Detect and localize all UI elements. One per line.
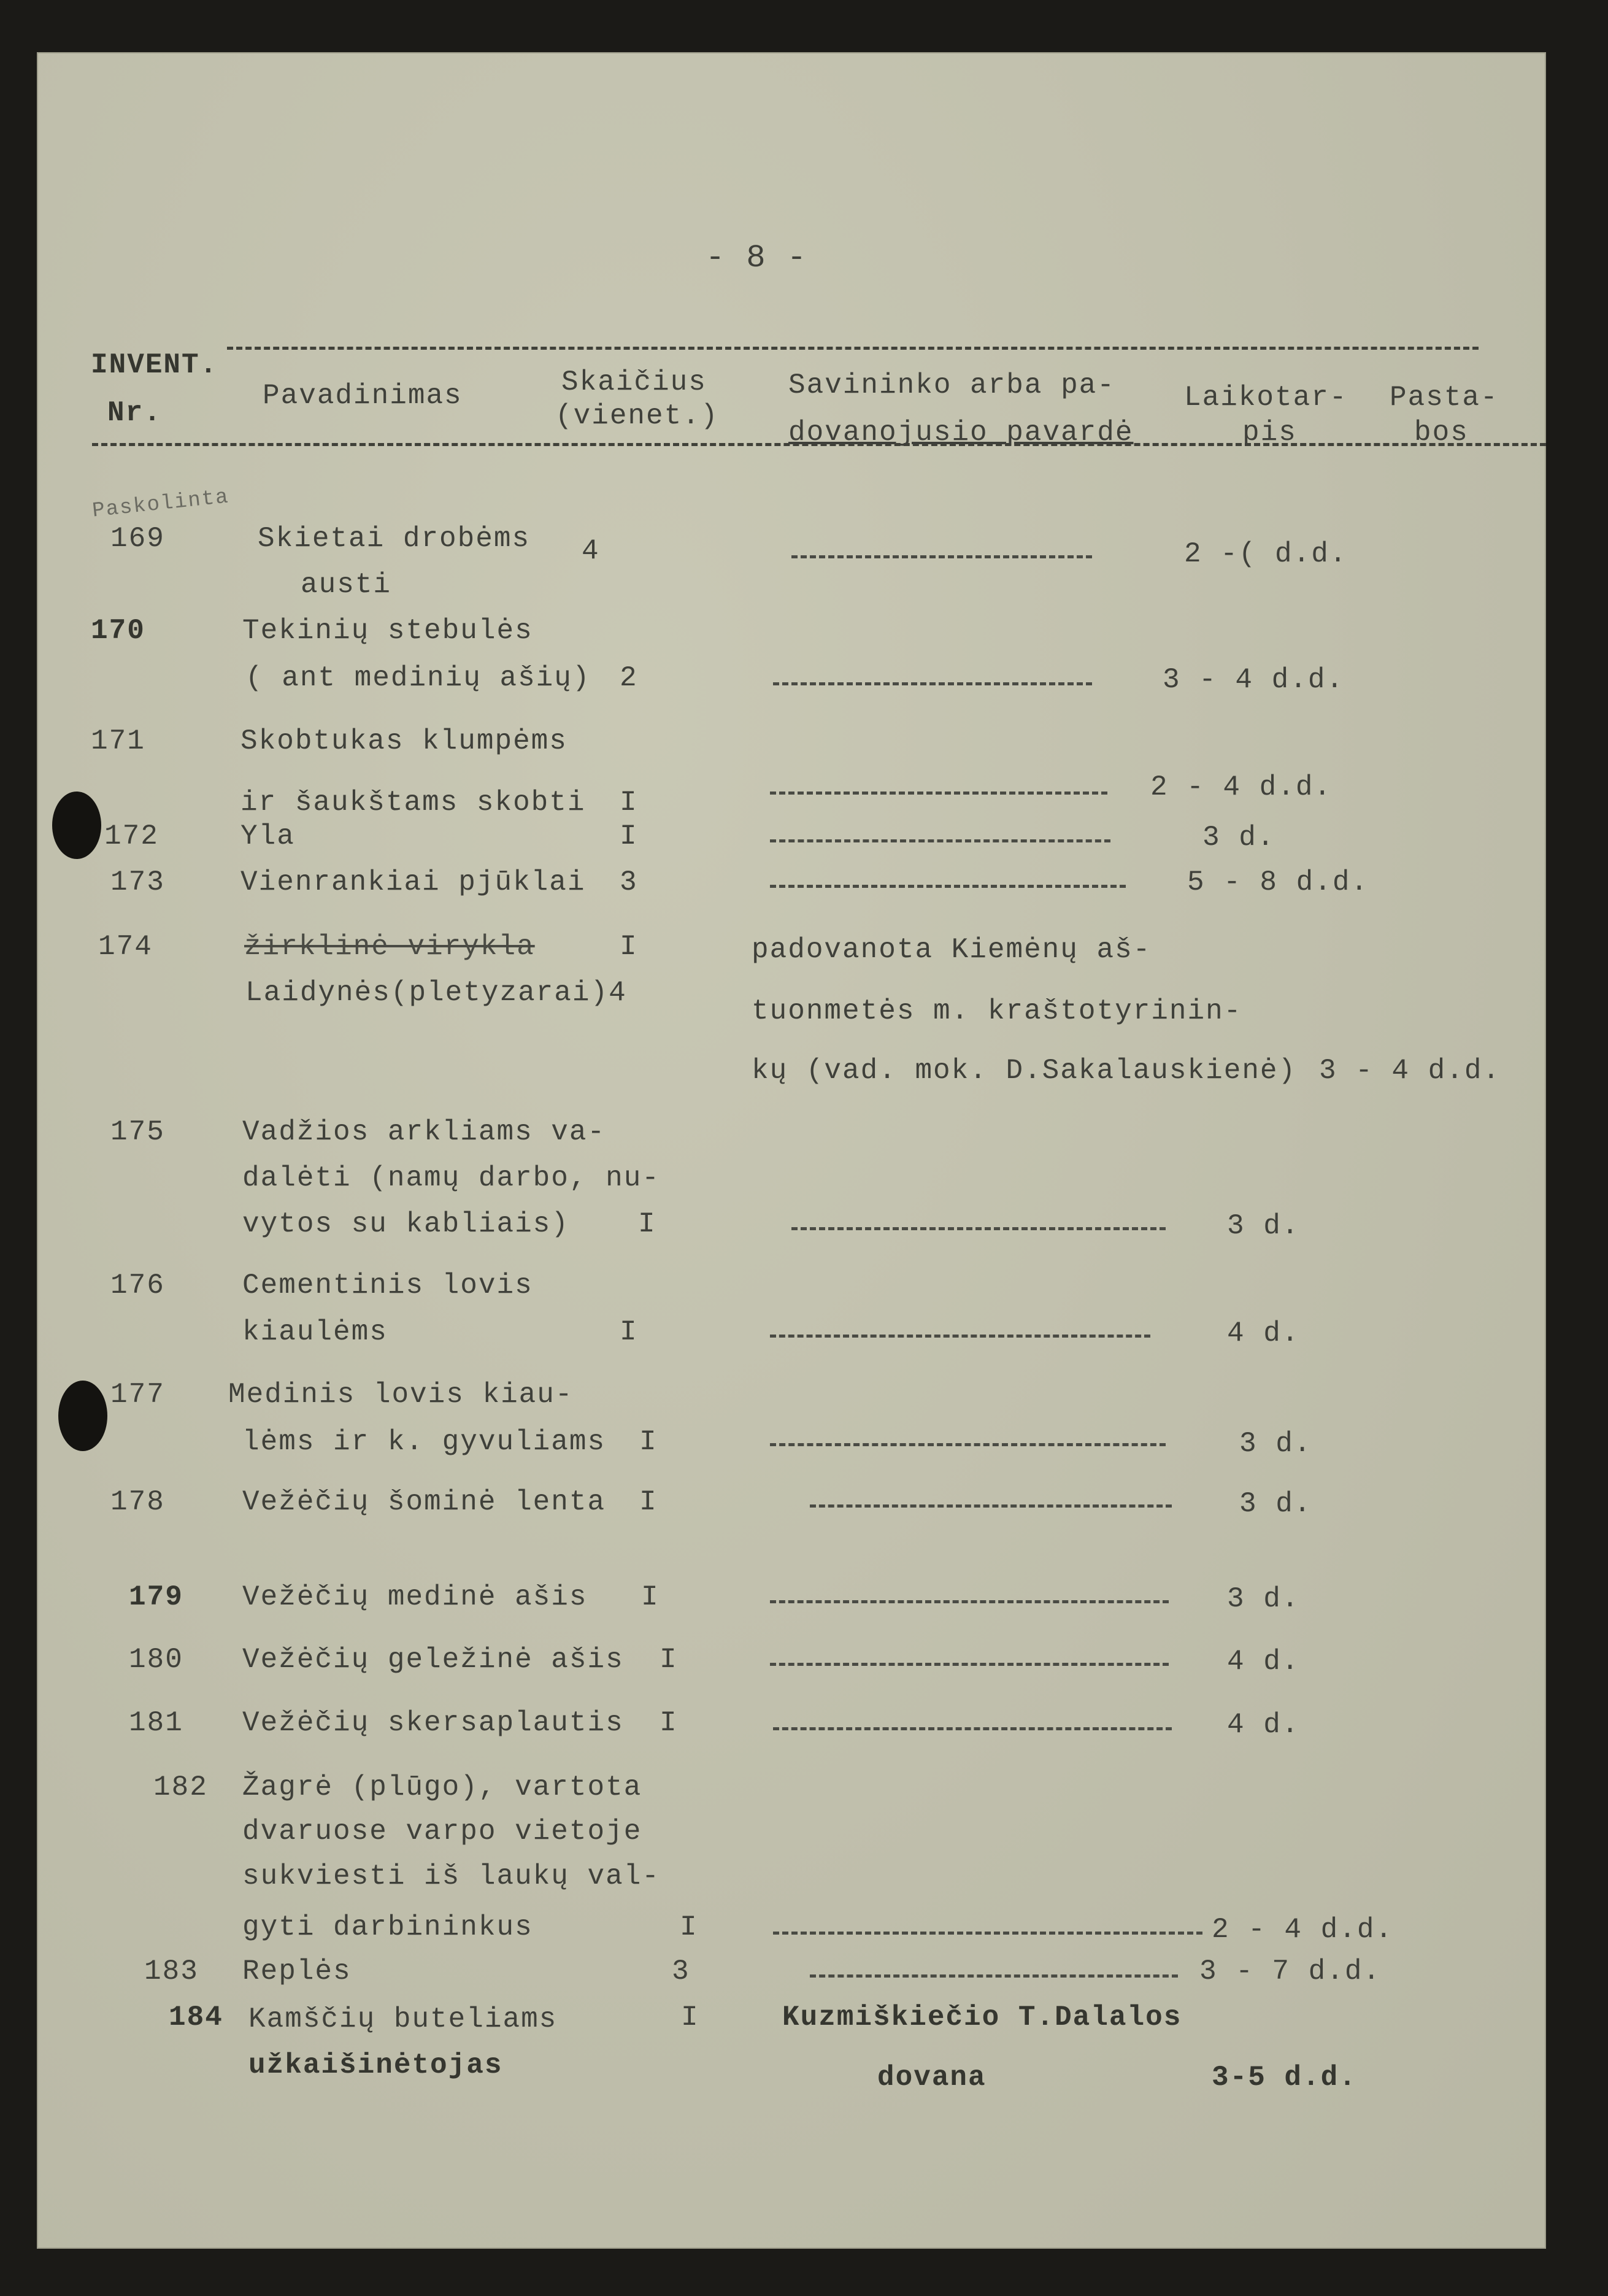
item-name: Vadžios arkliams va- [242,1116,606,1148]
header-qty-line2: (vienet.) [555,400,719,432]
item-period: 3 - 7 d.d. [1199,1955,1382,1987]
header-owner-line1: Savininko arba pa- [788,369,1115,401]
header-top-rule [227,347,1479,350]
item-period: 3 - 4 d.d. [1163,664,1345,696]
item-period: 3 d. [1227,1210,1300,1242]
item-name: Medinis lovis kiau- [228,1379,574,1411]
item-name: Replės [242,1955,352,1987]
item-period: 4 d. [1227,1709,1300,1741]
item-period: 5 - 8 d.d. [1187,866,1369,898]
item-qty: I [660,1644,678,1676]
owner-dash [773,682,1092,685]
row-nr: 182 [153,1771,208,1803]
page-number: - 8 - [706,240,808,276]
owner-dash [810,1504,1172,1508]
item-name: kiaulėms [242,1316,388,1348]
header-invent: INVENT. [91,349,218,381]
item-name: Skobtukas klumpėms [240,725,567,757]
owner-dash [791,555,1092,558]
item-qty: 3 [620,866,638,898]
item-name: Skietai drobėms [258,523,531,555]
item-name: Vežėčių geležinė ašis [242,1644,624,1676]
item-period: 2 - 4 d.d. [1150,771,1333,803]
item-name: ir šaukštams skobti [240,787,586,819]
marginal-note: Paskolinta [91,485,231,523]
owner-line: tuonmetės m. kraštotyrinin- [752,995,1242,1027]
owner-line: kų (vad. mok. D.Sakalauskienė) [752,1055,1297,1087]
item-qty: I [639,1426,658,1458]
item-qty: 3 [672,1955,690,1987]
item-name: Vežėčių medinė ašis [242,1581,588,1613]
punch-hole-top [52,792,101,859]
owner-dash [770,839,1110,842]
header-notes-line2: bos [1414,417,1469,449]
struck-item-name: žirklinė virykla [244,931,535,963]
row-nr: 184 [169,2001,223,2033]
row-nr: 173 [110,866,165,898]
item-period: 4 d. [1227,1646,1300,1678]
item-period: 3-5 d.d. [1212,2062,1357,2094]
row-nr: 180 [129,1644,183,1676]
owner-dash [770,1663,1169,1666]
item-qty: I [681,2001,699,2033]
item-name: gyti darbininkus [242,1911,533,1943]
item-name: Vienrankiai pjūklai [240,866,586,898]
row-nr: 181 [129,1707,183,1739]
row-nr: 169 [110,523,165,555]
item-period: 2 - 4 d.d. [1212,1914,1394,1946]
header-period-line1: Laikotar- [1184,382,1348,414]
row-nr: 172 [104,820,159,852]
header-nr: Nr. [107,397,162,429]
row-nr: 175 [110,1116,165,1148]
owner-line: dovana [877,2062,987,2094]
row-nr: 170 [91,615,145,647]
item-name: Kamščių buteliams [248,2003,558,2035]
item-name: dvaruose varpo vietoje [242,1816,642,1847]
owner-dash [770,1443,1166,1446]
owner-dash [770,885,1126,888]
owner-line: Kuzmiškiečio T.Dalalos [782,2001,1182,2033]
item-name: Vežėčių skersaplautis [242,1707,624,1739]
row-nr: 178 [110,1486,165,1518]
item-period: 3 d. [1227,1583,1300,1615]
item-name: Vežėčių šominė lenta [242,1486,606,1518]
item-name: Yla [240,820,295,852]
item-period: 3 d. [1202,822,1275,853]
item-qty: I [639,1486,658,1518]
item-name: Tekinių stebulės [242,615,533,647]
row-nr: 171 [91,725,145,757]
item-name: sukviesti iš laukų val- [242,1860,660,1892]
item-qty: I [638,1208,656,1240]
row-nr: 174 [98,931,153,963]
owner-line: padovanota Kiemėnų aš- [752,934,1152,966]
header-period-line2: pis [1242,417,1297,449]
row-nr: 176 [110,1269,165,1301]
row-nr: 183 [144,1955,199,1987]
item-qty: I [620,787,638,819]
owner-dash [773,1932,1202,1935]
header-qty-line1: Skaičius [561,366,707,398]
item-qty: I [620,1316,638,1348]
item-name: ( ant medinių ašių) [245,662,591,694]
owner-dash [770,1335,1150,1338]
item-period: 3 d. [1239,1428,1312,1460]
owner-dash [770,792,1107,795]
header-owner-line2: dovanojusio pavardė [788,417,1134,449]
header-name: Pavadinimas [263,380,463,412]
item-qty: I [620,931,638,963]
owner-dash [791,1227,1166,1230]
owner-dash [770,1600,1169,1603]
item-name: Laidynės(pletyzarai)4 [245,977,627,1009]
item-name: lėms ir k. gyvuliams [242,1426,606,1458]
item-qty: I [620,820,638,852]
item-name: dalėti (namų darbo, nu- [242,1162,660,1194]
item-period: 3 - 4 d.d. [1319,1055,1501,1087]
owner-dash [773,1727,1172,1730]
item-name: Cementinis lovis [242,1269,533,1301]
item-qty: I [660,1707,678,1739]
item-name: vytos su kabliais) [242,1208,569,1240]
item-qty: 2 [620,662,638,694]
item-name: užkaišinėtojas [248,2049,503,2081]
item-period: 2 -( d.d. [1184,538,1348,570]
item-qty: 4 [582,535,600,567]
item-qty: I [641,1581,660,1613]
row-nr: 177 [110,1379,165,1411]
item-name: Žagrė (plūgo), vartota [242,1771,642,1803]
item-name: austi [301,569,392,601]
item-period: 3 d. [1239,1488,1312,1520]
punch-hole-bottom [58,1381,107,1451]
owner-dash [810,1974,1178,1978]
item-period: 4 d. [1227,1317,1300,1349]
header-notes-line1: Pasta- [1390,382,1499,414]
item-qty: I [680,1911,698,1943]
row-nr: 179 [129,1581,183,1613]
